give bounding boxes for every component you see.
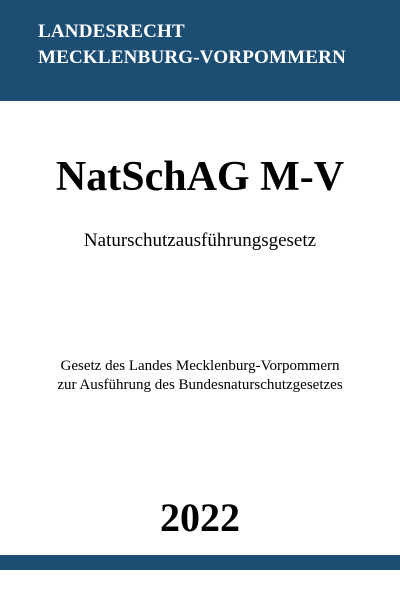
region-label: MECKLENBURG-VORPOMMERN xyxy=(38,47,347,68)
category-label: LANDESRECHT xyxy=(38,21,185,42)
description-line-1: Gesetz des Landes Mecklenburg-Vorpommern xyxy=(60,358,340,374)
book-title: NatSchAG M-V xyxy=(55,154,345,200)
description-line-2: zur Ausführung des Bundesnaturschutzgesetzes xyxy=(57,377,343,393)
header-band xyxy=(0,0,400,101)
book-subtitle: Naturschutzausführungsgesetz xyxy=(83,230,317,251)
footer-band xyxy=(0,555,400,570)
publication-year: 2022 xyxy=(160,495,240,540)
